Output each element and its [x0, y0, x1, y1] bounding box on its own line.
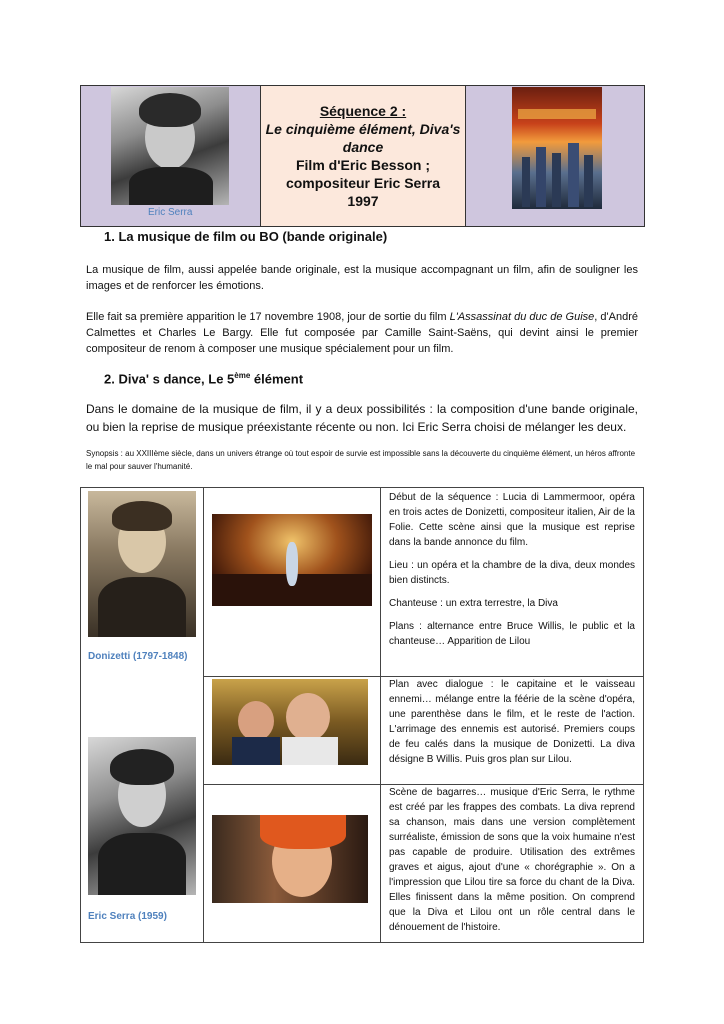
- title-film: Le cinquième élément, Diva's dance: [265, 121, 461, 155]
- row3-desc: Scène de bagarres… musique d'Eric Serra, le rythme est créé par les frappes des combats. La diva reprend sa chanson, mais dans une version complètement surréaliste, émission de sons que la voix humaine n'est pas capable de produire. Utilisation des extrêmes graves et aigus, ajout d'une « chorégraphie ». On a l'impression que Lilou tire sa force du chant de la Diva. Elles finissent dans la même position. On comprend que la Diva et Lilou ont un rôle central dans le dénouement de l'histoire.: [389, 787, 635, 933]
- title-director: Film d'Eric Besson ;: [295, 157, 431, 173]
- film-poster: [512, 87, 602, 209]
- opera-scene-still: [212, 514, 372, 606]
- row1-desc-singer: Chanteuse : un extra terrestre, la Diva: [389, 598, 558, 609]
- header-title-cell: [261, 86, 466, 226]
- table-row: [81, 488, 644, 677]
- row1-desc-start: Début de la séquence : Lucia di Lammermoor, opéra en trois actes de Donizetti, compositeur italien, Air de la Folie. Cette scène ainsi que la musique est reprise dans la bande annonce du film.: [389, 492, 635, 548]
- section2-paragraph: Dans le domaine de la musique de film, il y a deux possibilités : la composition d'une bande originale, ou bien la reprise de musique préexistante récente ou non. Ici Eric Serra choisi de mélanger les deux.: [86, 402, 638, 434]
- para2-text-b: , d'André Calmettes et Charles Le Bargy. Elle fut composée par Camille Saint-Saëns, qui devint ainsi le premier compositeur de renom à composer une musique spécialement pour un film.: [86, 311, 638, 355]
- section1-heading: 1. La musique de film ou BO (bande originale): [104, 229, 388, 244]
- description-cell-1: [381, 488, 644, 677]
- eric-serra-caption: Eric Serra: [148, 207, 193, 218]
- row1-desc-shots: Plans : alternance entre Bruce Willis, le public et la chanteuse… Apparition de Lilou: [389, 621, 635, 647]
- donizetti-portrait: [88, 491, 196, 637]
- description-cell-2: [381, 677, 644, 785]
- composers-column: [81, 488, 204, 943]
- eric-serra-table-portrait: [88, 737, 196, 895]
- para2-film-title: L'Assassinat du duc de Guise: [449, 311, 595, 323]
- synopsis: Synopsis : au XXIIIème siècle, dans un univers étrange où tout espoir de survie est impossible sans la découverte du cinquième élément, un héros affronte le mal pour sauver l'humanité.: [86, 449, 636, 471]
- captain-scene-still: [212, 679, 368, 765]
- section1-paragraph1: La musique de film, aussi appelée bande originale, est la musique accompagnant un film, afin de souligner les images et de renforcer les émotions.: [86, 264, 638, 292]
- row1-desc-place: Lieu : un opéra et la chambre de la diva, deux mondes bien distincts.: [389, 560, 635, 586]
- description-cell-3: [381, 785, 644, 943]
- header-right-cell: [466, 86, 644, 226]
- section2-heading: 2. Diva' s dance, Le 5ème élément: [104, 371, 304, 387]
- still-cell-captain: [204, 677, 381, 785]
- row2-desc: Plan avec dialogue : le capitaine et le vaisseau ennemi… mélange entre la féérie de la scène d'opéra, une parenthèse dans le film, et le reste de l'action. L'arrimage des ennemis est autorisé. Premiers coups de feu calés dans la musique de Donizetti. La diva désigne B Willis. Puis gros plan sur Lilou.: [389, 679, 635, 765]
- still-cell-opera: [204, 488, 381, 677]
- header-left-cell: [81, 86, 261, 226]
- title-composer: compositeur Eric Serra: [285, 175, 441, 191]
- title-sequence: Séquence 2 :: [319, 103, 407, 119]
- eric-serra-portrait: [111, 87, 229, 205]
- header-box: [80, 85, 645, 227]
- section1-paragraph2: [86, 309, 638, 357]
- sequence-table: [80, 487, 644, 943]
- donizetti-caption: Donizetti (1797-1848): [88, 651, 188, 662]
- lilou-scene-still: [212, 815, 368, 903]
- page-title: [261, 102, 465, 210]
- still-cell-lilou: [204, 785, 381, 943]
- para2-text-a: Elle fait sa première apparition le 17 novembre 1908, jour de sortie du film: [86, 311, 450, 323]
- title-year: 1997: [347, 193, 379, 209]
- eric-serra-table-caption: Eric Serra (1959): [88, 911, 167, 922]
